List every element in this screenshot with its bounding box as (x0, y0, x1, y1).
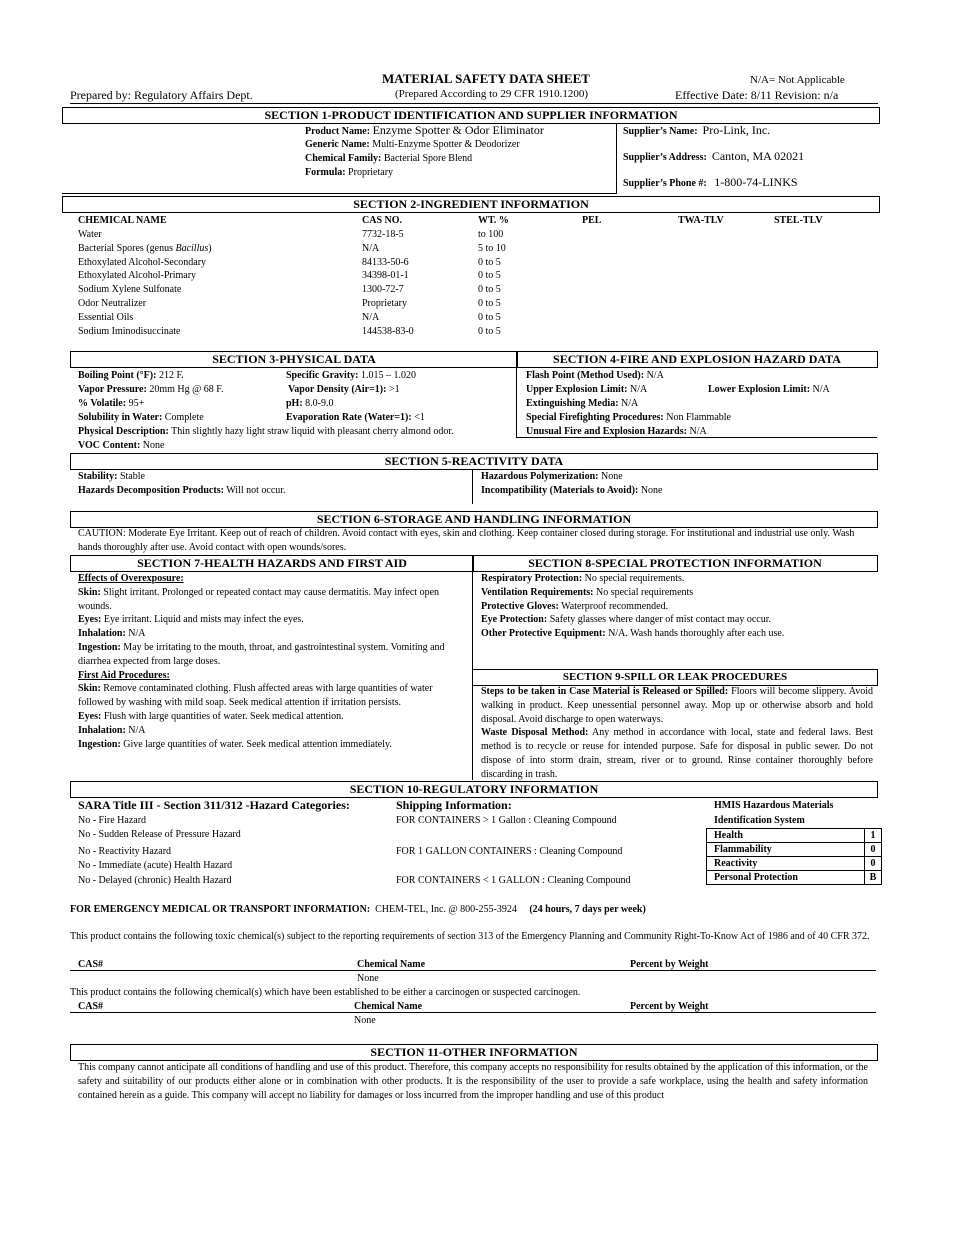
health-hazards (78, 572, 468, 751)
generic-name: Generic Name: Multi-Enzyme Spotter & Deodorizer (305, 139, 520, 150)
ingredient-name-text: Bacterial Spores (genus (78, 242, 176, 254)
ingredient-cas: 144538-83-0 (362, 325, 414, 337)
section-1-bottom-rule (62, 193, 617, 194)
first-aid-heading: First Aid Procedures: (78, 669, 170, 681)
ingredient-name: Sodium Xylene Sulfonate (78, 284, 182, 296)
inhalation-effects: Inhalation: N/A (78, 628, 146, 640)
hmis-value: 1 (865, 829, 882, 843)
ventilation: Ventilation Requirements: No special requirements (481, 586, 694, 598)
ingredient-cas: Proprietary (362, 298, 407, 309)
col-stel-tlv: STEL-TLV (774, 215, 823, 226)
ingredient-name (78, 242, 212, 256)
upper-explosion-limit: Upper Explosion Limit: N/A (526, 384, 648, 395)
supplier-name: Supplier’s Name: Pro-Link, Inc. (623, 123, 771, 137)
document-title: MATERIAL SAFETY DATA SHEET (382, 71, 590, 86)
storage-text: CAUTION: Moderate Eye Irritant. Keep out of reach of children. Avoid contact with eyes, skin and clothing. Keep container closed during storage. For institutional and industrial use only. Wash hands thoroughly after use. Avoid contact with open wounds/sores. (78, 528, 855, 553)
col-wt-pct: WT. % (478, 215, 509, 226)
carcinogen-none: None (354, 1015, 376, 1026)
hmis-subtitle: Identification System (714, 815, 805, 826)
first-aid-inhalation: Inhalation: N/A (78, 724, 146, 736)
skin-effects: Skin: Slight irritant. Prolonged or repeated contact may cause dermatitis. May infect open wounds. (78, 586, 440, 612)
evaporation-rate: Evaporation Rate (Water=1): <1 (286, 412, 425, 423)
stability: Stability: Stable (78, 471, 145, 482)
ingredient-cas: N/A (362, 311, 380, 323)
hmis-label: Personal Protection (707, 871, 865, 885)
ingredient-name: Sodium Iminodisuccinate (78, 325, 181, 337)
first-aid-skin: Skin: Remove contaminated clothing. Flush affected areas with large quantities of water followed by washing with mild soap. Seek medical attention if irritation persists. (78, 683, 433, 709)
carcinogen-rule (70, 1012, 876, 1013)
other-information-text: This company cannot anticipate all conditions of handling and use of this product. Therefore, this company accepts no responsibility for results obtained by the application of this information, or the safety and suitability of our products either alone or in combination with other products. It is the responsibility of the user to provide a safe workplace, using the health and safety information contained herein as a guide. This company will accept no liability for damages or loss incurred from the improper handling and use of this product (78, 1062, 868, 1101)
solubility: Solubility in Water: Complete (78, 412, 204, 423)
respiratory-protection: Respiratory Protection: No special requirements. (481, 573, 685, 584)
ingredient-cas: 34398-01-1 (362, 270, 409, 282)
hmis-row-reactivity (707, 857, 882, 871)
ingredient-wt: 5 to 10 (478, 242, 506, 254)
ingredient-wt: 0 to 5 (478, 325, 501, 337)
col-pel: PEL (582, 215, 602, 226)
hmis-row-personal-protection (707, 871, 882, 885)
carcinogen-text: This product contains the following chemical(s) which have been established to be either a carcinogen or suspected carcinogen. (70, 987, 581, 998)
special-firefighting: Special Firefighting Procedures: Non Flammable (526, 412, 731, 423)
flash-point: Flash Point (Method Used): N/A (526, 370, 664, 381)
section-7-header: SECTION 7-HEALTH HAZARDS AND FIRST AID (70, 555, 474, 572)
first-aid-eyes: Eyes: Flush with large quantities of water. Seek medical attention. (78, 710, 344, 722)
col-cas-2: CAS# (78, 1001, 104, 1012)
spill-steps: Steps to be taken in Case Material is Released or Spilled: Floors will become slippery. Avoid walking in product. Keep unessential personnel away. Mop up or otherwise absorb and hold disposal. Avoid discharge to open waterways. (481, 686, 873, 725)
toxic-rule (70, 970, 876, 971)
hmis-row-flammability (707, 843, 882, 857)
ingestion-effects: Ingestion: May be irritating to the mouth, throat, and gastrointestinal system. Vomiting and diarrhea expected from large doses. (78, 641, 445, 667)
toxic-none: None (357, 973, 379, 984)
hmis-table (706, 828, 882, 885)
ingredient-cas: 7732-18-5 (362, 229, 404, 240)
prepared-by: Prepared by: Regulatory Affairs Dept. (70, 88, 253, 102)
ingredient-name: Essential Oils (78, 311, 134, 323)
section-8-header: SECTION 8-SPECIAL PROTECTION INFORMATION (472, 555, 878, 572)
ingredient-cas: N/A (362, 242, 380, 254)
shipping-small: FOR CONTAINERS < 1 GALLON : Cleaning Compound (396, 875, 631, 886)
col-percent-2: Percent by Weight (630, 1001, 709, 1012)
physical-description: Physical Description: Thin slightly hazy light straw liquid with pleasant cherry almond odor. (78, 426, 454, 437)
col-percent: Percent by Weight (630, 959, 709, 970)
shipping-large: FOR CONTAINERS > 1 Gallon : Cleaning Compound (396, 815, 617, 826)
col-chem-name: Chemical Name (357, 959, 426, 970)
shipping-title: Shipping Information: (396, 798, 512, 812)
hmis-value: B (865, 871, 882, 885)
ingredient-cas: 1300-72-7 (362, 284, 404, 296)
ingredient-wt: 0 to 5 (478, 270, 501, 282)
section-10-header: SECTION 10-REGULATORY INFORMATION (70, 781, 878, 798)
col-cas: CAS# (78, 959, 104, 970)
genus-name: Bacillus (175, 242, 209, 254)
hmis-title: HMIS Hazardous Materials (714, 800, 834, 811)
ingredient-wt: 0 to 5 (478, 311, 501, 323)
section-1-header: SECTION 1-PRODUCT IDENTIFICATION AND SUPPLIER INFORMATION (62, 107, 880, 124)
toxic-chemicals-text: This product contains the following toxic chemical(s) subject to the reporting requirements of section 313 of the Emergency Planning and Community Right-To-Know Act of 1986 and of 40 CFR 372. (70, 931, 870, 942)
close-paren: ) (208, 242, 212, 254)
ingredient-wt: to 100 (478, 229, 504, 240)
effects-heading: Effects of Overexposure: (78, 573, 184, 584)
ingredient-wt: 0 to 5 (478, 256, 501, 268)
sara-fire: No - Fire Hazard (78, 815, 147, 826)
section-1-divider (616, 124, 617, 194)
section-3-header: SECTION 3-PHYSICAL DATA (70, 351, 518, 368)
effective-date: Effective Date: 8/11 Revision: n/a (675, 88, 839, 102)
ingredient-name: Ethoxylated Alcohol-Primary (78, 270, 197, 282)
ingredient-name: Ethoxylated Alcohol-Secondary (78, 256, 207, 268)
voc-content: VOC Content: None (78, 440, 165, 451)
supplier-phone: Supplier’s Phone #: 1-800-74-LINKS (623, 175, 798, 189)
ingredient-name: Odor Neutralizer (78, 298, 147, 309)
shipping-gallon: FOR 1 GALLON CONTAINERS : Cleaning Compound (396, 846, 623, 857)
section-4-header: SECTION 4-FIRE AND EXPLOSION HAZARD DATA (516, 351, 878, 368)
ingredient-wt: 0 to 5 (478, 284, 501, 296)
vapor-pressure: Vapor Pressure: 20mm Hg @ 68 F. (78, 384, 224, 395)
section-2-header: SECTION 2-INGREDIENT INFORMATION (62, 196, 880, 213)
section-5-header: SECTION 5-REACTIVITY DATA (70, 453, 878, 470)
formula: Formula: Proprietary (305, 167, 394, 178)
header-rule (70, 103, 878, 104)
sara-reactivity: No - Reactivity Hazard (78, 846, 172, 857)
unusual-hazards: Unusual Fire and Explosion Hazards: N/A (526, 426, 707, 437)
hmis-row-health (707, 829, 882, 843)
col-twa-tlv: TWA-TLV (678, 215, 724, 226)
hmis-label: Health (707, 829, 865, 843)
sara-acute: No - Immediate (acute) Health Hazard (78, 860, 233, 871)
volatile: % Volatile: 95+ (78, 398, 145, 409)
hmis-value: 0 (865, 857, 882, 871)
sara-chronic: No - Delayed (chronic) Health Hazard (78, 875, 232, 886)
lower-explosion-limit: Lower Explosion Limit: N/A (708, 384, 830, 395)
decomposition-products: Hazards Decomposition Products: Will not occur. (78, 485, 286, 496)
col-chemical-name: CHEMICAL NAME (78, 215, 167, 226)
chemical-family: Chemical Family: Bacterial Spore Blend (305, 153, 473, 164)
na-note: N/A= Not Applicable (750, 74, 845, 86)
incompatibility: Incompatibility (Materials to Avoid): None (481, 485, 663, 496)
spill-procedures (481, 685, 873, 782)
section-6-header: SECTION 6-STORAGE AND HANDLING INFORMATION (70, 511, 878, 528)
section-9-header: SECTION 9-SPILL OR LEAK PROCEDURES (472, 669, 878, 686)
eyes-effects: Eyes: Eye irritant. Liquid and mists may infect the eyes. (78, 614, 304, 626)
section-5-divider (472, 470, 473, 504)
document-subtitle: (Prepared According to 29 CFR 1910.1200) (395, 88, 589, 100)
waste-disposal: Waste Disposal Method: Any method in accordance with local, state and federal laws. Best method is to recycle or reuse for intended purpose. Safe for disposal in public sewer. Do not dispose of into storm drain, stream, river or to ground. Rinse container thoroughly before discarding in trash. (481, 727, 873, 780)
first-aid-ingestion: Ingestion: Give large quantities of water. Seek medical attention immediately. (78, 738, 392, 750)
hmis-label: Reactivity (707, 857, 865, 871)
ingredient-name: Water (78, 229, 102, 240)
protection-info (481, 572, 875, 641)
ph: pH: 8.0-9.0 (286, 398, 334, 409)
sara-title: SARA Title III - Section 311/312 -Hazard Categories: (78, 798, 350, 812)
col-cas-no: CAS NO. (362, 215, 403, 226)
product-name: Product Name: Enzyme Spotter & Odor Eliminator (305, 123, 544, 137)
section-3-4-divider (516, 368, 517, 438)
sara-pressure: No - Sudden Release of Pressure Hazard (78, 829, 241, 840)
protective-gloves: Protective Gloves: Waterproof recommended. (481, 600, 669, 612)
col-chem-name-2: Chemical Name (354, 1001, 423, 1012)
ingredient-wt: 0 to 5 (478, 298, 501, 309)
hmis-value: 0 (865, 843, 882, 857)
boiling-point: Boiling Point (°F): 212 F. (78, 370, 184, 381)
other-equipment: Other Protective Equipment: N/A. Wash hands thoroughly after each use. (481, 628, 785, 640)
hmis-label: Flammability (707, 843, 865, 857)
ingredient-cas: 84133-50-6 (362, 256, 409, 268)
hazardous-polymerization: Hazardous Polymerization: None (481, 471, 623, 482)
vapor-density: Vapor Density (Air=1): >1 (288, 384, 400, 395)
extinguishing-media: Extinguishing Media: N/A (526, 398, 639, 409)
emergency-info: FOR EMERGENCY MEDICAL OR TRANSPORT INFORMATION: CHEM-TEL, Inc. @ 800-255-3924 (24 hours, 7 days per week) (70, 904, 646, 915)
supplier-address: Supplier’s Address: Canton, MA 02021 (623, 149, 805, 163)
section-11-header: SECTION 11-OTHER INFORMATION (70, 1044, 878, 1061)
eye-protection: Eye Protection: Safety glasses where danger of mist contact may occur. (481, 614, 772, 626)
specific-gravity: Specific Gravity: 1.015 – 1.020 (286, 370, 416, 381)
